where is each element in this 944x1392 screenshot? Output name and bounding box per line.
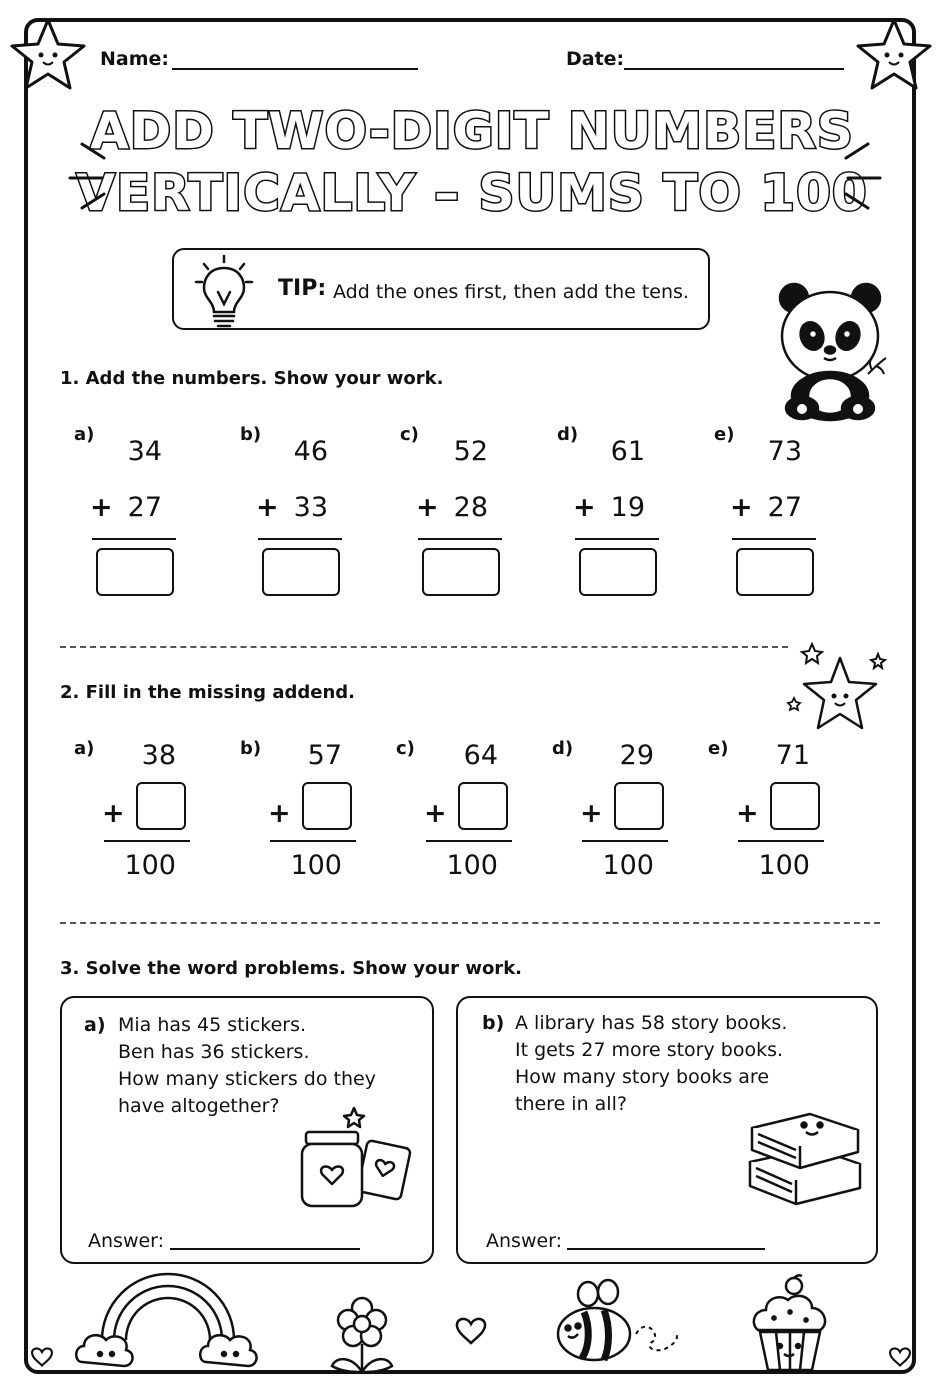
sum-line — [270, 840, 356, 842]
problem-line: Ben has 36 stickers. — [118, 1041, 310, 1063]
heart-icon — [454, 1316, 488, 1346]
plus-sign: + — [268, 798, 291, 829]
star-icon — [784, 640, 894, 740]
sparkle-lines-icon — [62, 134, 112, 214]
star-icon — [854, 14, 934, 94]
bottom-number: 19 — [610, 492, 645, 523]
problem-letter: e) — [708, 738, 729, 759]
sum-line — [92, 538, 176, 540]
tip-label: TIP: — [278, 276, 327, 301]
problem-letter: b) — [240, 738, 262, 759]
missing-addend-box[interactable] — [136, 782, 186, 830]
answer-box[interactable] — [579, 548, 657, 596]
plus-sign: + — [730, 492, 753, 523]
plus-sign: + — [90, 492, 113, 523]
sum-line — [258, 538, 342, 540]
plus-sign: + — [580, 798, 603, 829]
top-number: 71 — [775, 740, 810, 771]
plus-sign: + — [736, 798, 759, 829]
problem-letter: c) — [396, 738, 415, 759]
heart-icon — [30, 1346, 54, 1368]
problem-letter: a) — [74, 424, 95, 445]
flower-icon — [326, 1296, 398, 1374]
sum-line — [426, 840, 512, 842]
answer-label: Answer: — [486, 1230, 563, 1252]
bottom-number: 33 — [293, 492, 328, 523]
plus-sign: + — [416, 492, 439, 523]
name-label: Name: — [100, 48, 170, 70]
top-number: 46 — [293, 436, 328, 467]
word-problem-letter: b) — [482, 1012, 505, 1034]
missing-addend-box[interactable] — [614, 782, 664, 830]
name-field[interactable] — [172, 68, 418, 70]
sum-line — [418, 538, 502, 540]
top-number: 52 — [453, 436, 488, 467]
bottom-number: 28 — [453, 492, 488, 523]
sum-line — [738, 840, 824, 842]
sum-line — [104, 840, 190, 842]
panda-icon — [772, 278, 892, 423]
problem-line: It gets 27 more story books. — [515, 1039, 784, 1061]
top-number: 61 — [610, 436, 645, 467]
problem-letter: c) — [400, 424, 419, 445]
section2-heading: 2. Fill in the missing addend. — [60, 682, 355, 703]
answer-field-b[interactable] — [567, 1248, 765, 1250]
top-number: 73 — [767, 436, 802, 467]
top-number: 64 — [463, 740, 498, 771]
section1-heading: 1. Add the numbers. Show your work. — [60, 368, 444, 389]
sum-number: 100 — [124, 850, 176, 881]
problem-line: A library has 58 story books. — [515, 1012, 788, 1034]
plus-sign: + — [256, 492, 279, 523]
missing-addend-box[interactable] — [302, 782, 352, 830]
problem-line: How many stickers do they — [118, 1068, 376, 1090]
answer-box[interactable] — [736, 548, 814, 596]
sum-number: 100 — [290, 850, 342, 881]
lightbulb-icon — [192, 252, 256, 334]
answer-box[interactable] — [422, 548, 500, 596]
sum-number: 100 — [446, 850, 498, 881]
sticker-jar-icon — [296, 1104, 416, 1210]
heart-icon — [888, 1346, 912, 1368]
sum-number: 100 — [602, 850, 654, 881]
problem-letter: d) — [557, 424, 579, 445]
sum-line — [732, 538, 816, 540]
problem-line: have altogether? — [118, 1095, 280, 1117]
star-icon — [8, 14, 88, 94]
problem-line: Mia has 45 stickers. — [118, 1014, 307, 1036]
missing-addend-box[interactable] — [770, 782, 820, 830]
section3-heading: 3. Solve the word problems. Show your work. — [60, 958, 522, 979]
word-problem-letter: a) — [84, 1014, 106, 1036]
books-icon — [744, 1092, 866, 1210]
sum-number: 100 — [758, 850, 810, 881]
bee-icon — [546, 1276, 686, 1366]
problem-letter: e) — [714, 424, 735, 445]
top-number: 57 — [307, 740, 342, 771]
sum-line — [582, 840, 668, 842]
problem-line: How many story books are — [515, 1066, 770, 1088]
tip-text: Add the ones first, then add the tens. — [333, 281, 689, 303]
date-field[interactable] — [624, 68, 844, 70]
top-number: 38 — [141, 740, 176, 771]
page-title-line2: VERTICALLY – SUMS TO 100 — [76, 164, 868, 222]
divider — [60, 922, 880, 924]
date-label: Date: — [566, 48, 625, 70]
cupcake-icon — [750, 1274, 830, 1374]
sum-line — [575, 538, 659, 540]
rainbow-icon — [74, 1270, 262, 1374]
bottom-number: 27 — [767, 492, 802, 523]
problem-letter: b) — [240, 424, 262, 445]
problem-line: there in all? — [515, 1093, 627, 1115]
problem-letter: d) — [552, 738, 574, 759]
bottom-number: 27 — [127, 492, 162, 523]
problem-letter: a) — [74, 738, 95, 759]
top-number: 34 — [127, 436, 162, 467]
answer-label: Answer: — [88, 1230, 165, 1252]
plus-sign: + — [424, 798, 447, 829]
answer-field-a[interactable] — [170, 1248, 360, 1250]
page-title-line1: ADD TWO-DIGIT NUMBERS — [90, 102, 854, 160]
answer-box[interactable] — [262, 548, 340, 596]
plus-sign: + — [573, 492, 596, 523]
divider — [60, 646, 788, 648]
sparkle-lines-icon — [838, 134, 888, 214]
missing-addend-box[interactable] — [458, 782, 508, 830]
top-number: 29 — [619, 740, 654, 771]
plus-sign: + — [102, 798, 125, 829]
answer-box[interactable] — [96, 548, 174, 596]
